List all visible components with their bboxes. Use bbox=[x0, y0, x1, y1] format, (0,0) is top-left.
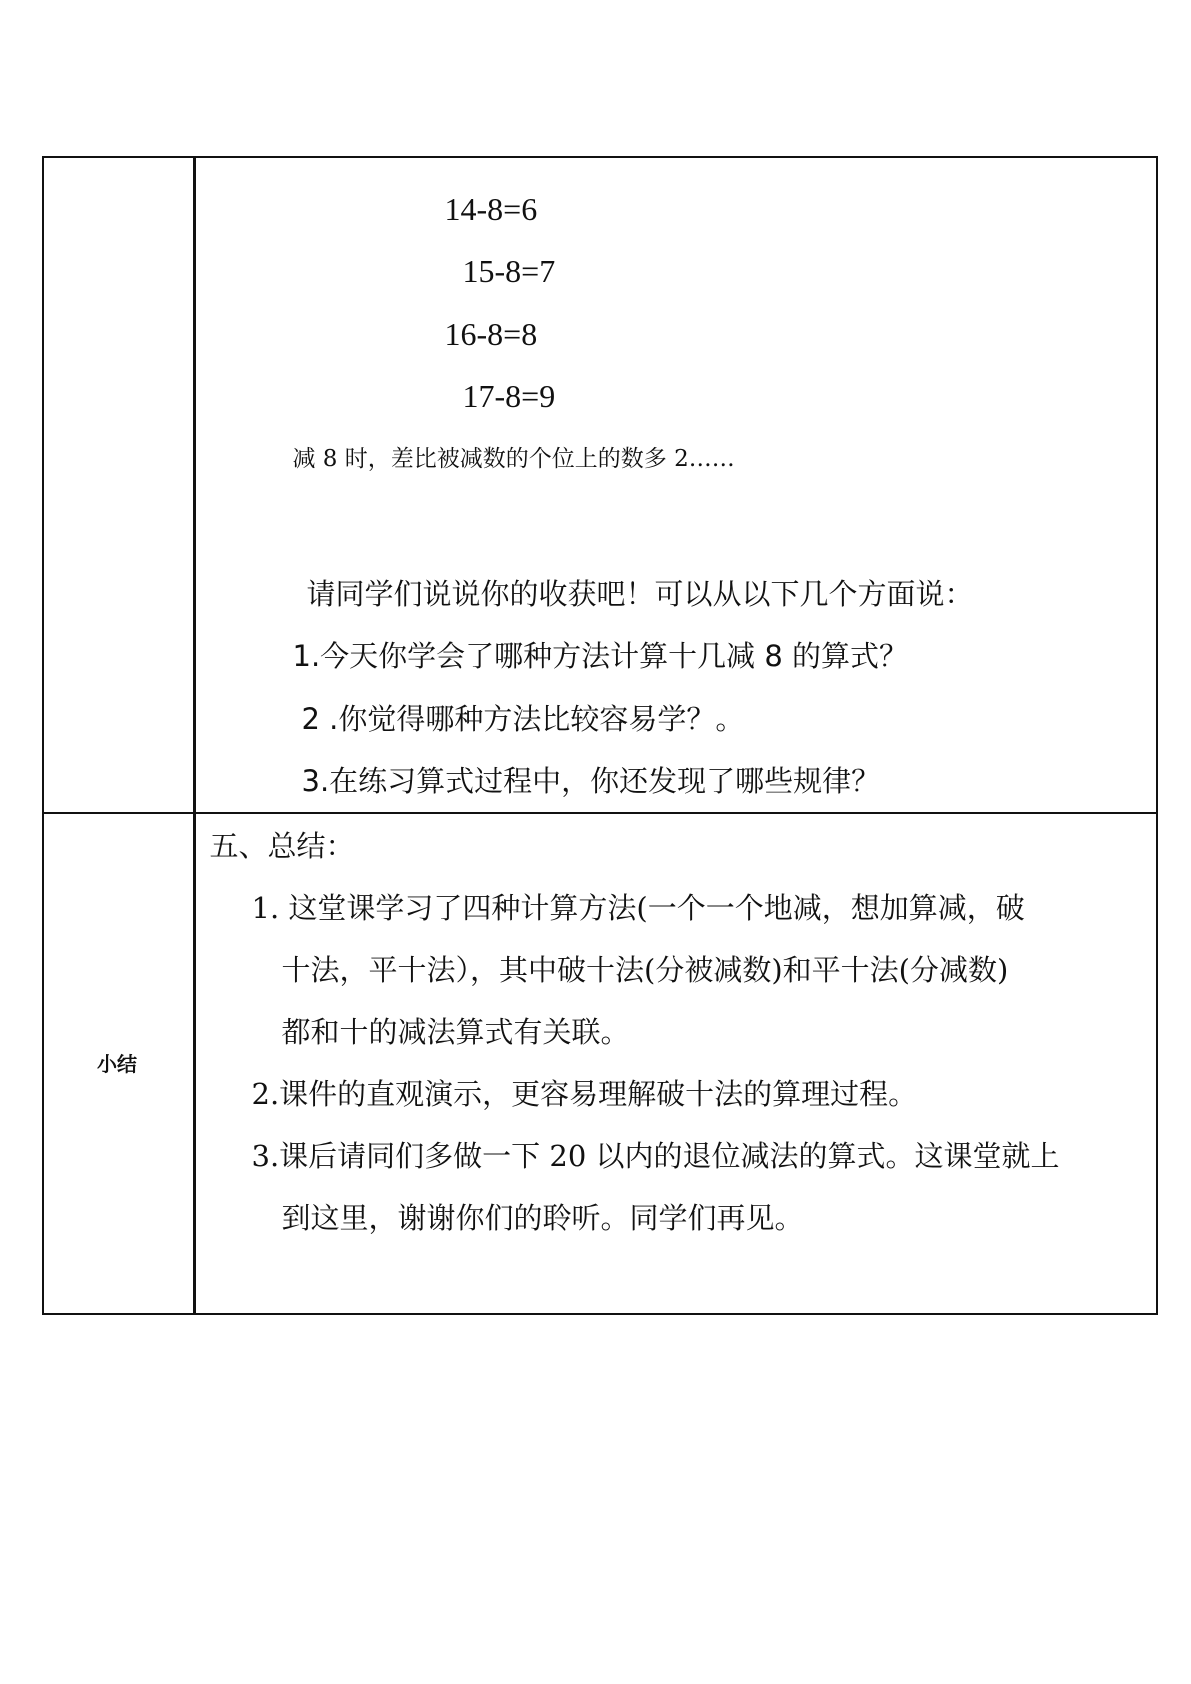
equation: 14-8=6 bbox=[444, 191, 538, 227]
table-row bbox=[43, 157, 1157, 813]
content-cell bbox=[194, 157, 1157, 813]
equation: 15-8=7 bbox=[462, 253, 556, 289]
summary-line: 都和十的减法算式有关联。 bbox=[281, 1015, 630, 1049]
lesson-table bbox=[42, 156, 1158, 1315]
equation: 16-8=8 bbox=[444, 316, 538, 352]
row-label-cell bbox=[43, 157, 194, 813]
summary-line: 到这里，谢谢你们的聆听。同学们再见。 bbox=[281, 1201, 804, 1235]
rule-note: 减 8 时，差比被减数的个位上的数多 2…… bbox=[292, 446, 735, 472]
content-cell bbox=[194, 813, 1157, 1314]
prompt-text: 请同学们说说你的收获吧！可以从以下几个方面说： bbox=[306, 577, 974, 611]
summary-line: 3.课后请同们多做一下 20 以内的退位减法的算式。这课堂就上 bbox=[251, 1139, 1060, 1173]
row-label-cell bbox=[43, 813, 194, 1314]
section-heading: 五、总结： bbox=[209, 829, 355, 863]
equation: 17-8=9 bbox=[462, 378, 556, 414]
summary-line: 2.课件的直观演示，更容易理解破十法的算理过程。 bbox=[251, 1077, 918, 1111]
row-label: 小结 bbox=[97, 1052, 137, 1076]
summary-line: 1. 这堂课学习了四种计算方法(一个一个地减，想加算减，破 bbox=[251, 891, 1025, 925]
question-item: 1.今天你学会了哪种方法计算十几减 8 的算式？ bbox=[292, 639, 909, 673]
question-item: 2 .你觉得哪种方法比较容易学？。 bbox=[301, 702, 745, 736]
question-item: 3.在练习算式过程中，你还发现了哪些规律？ bbox=[301, 764, 881, 798]
summary-line: 十法，平十法），其中破十法(分被减数)和平十法(分减数) bbox=[281, 953, 1009, 987]
table-row bbox=[43, 813, 1157, 1314]
